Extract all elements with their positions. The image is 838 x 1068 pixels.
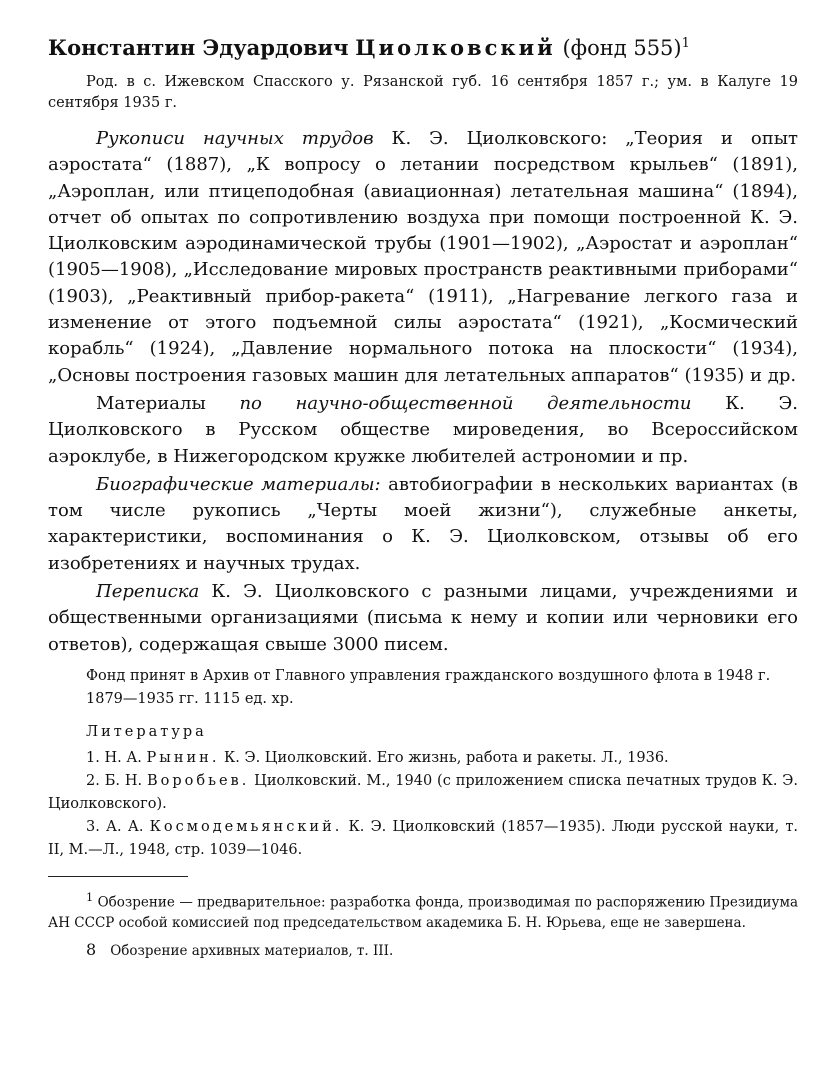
- literature-item: 2. Б. Н. Воробьев. Циолковский. М., 1940 (с приложением списка печатных трудов К. Э. Циолковского).: [48, 772, 798, 812]
- person-first-names: Константин Эдуардович: [48, 35, 349, 60]
- paragraph-text: К. Э. Циолковского в Русском обществе мироведения, во Всероссийском аэроклубе, в Нижегородском кружке любителей астрономии и пр.: [48, 392, 799, 467]
- footnote-text: Обозрение — предварительное: разработка фонда, производимая по распоряжению Президиума АН СССР особой комиссией под председательством академика Б. Н. Юрьева, еще не завершена.: [48, 894, 798, 932]
- page-number: 8: [86, 940, 97, 960]
- paragraph-biographical: [48, 472, 798, 577]
- footnote: [48, 887, 798, 935]
- footnote-separator: [48, 876, 188, 877]
- fond-heading: [48, 34, 798, 62]
- literature-heading: Литература: [86, 723, 207, 740]
- fond-item-count: 1879—1935 гг. 1115 ед. хр.: [86, 690, 294, 707]
- fond-acquisition-note: Фонд принят в Архив от Главного управления гражданского воздушного флота в 1948 г.: [86, 667, 771, 684]
- footnote-mark: 1: [681, 36, 690, 51]
- literature-author: Космодемьянский.: [149, 818, 343, 835]
- person-surname: Циолковский: [355, 35, 556, 60]
- running-footer-title: Обозрение архивных материалов, т. III.: [110, 943, 394, 960]
- paragraph-correspondence: [48, 579, 798, 658]
- paragraph-text: К. Э. Циолковского с разными лицами, учреждениями и общественными организациями (письма к нему и копии или черновики его ответов), содержащая свыше 3000 писем.: [48, 581, 798, 655]
- page-footer: [48, 940, 798, 961]
- section-lead-public-activity: по научно-общественной деятельности: [239, 392, 692, 414]
- paragraph-text: К. Э. Циолковского: „Теория и опыт аэростата“ (1887), „К вопросу о летании посредством крыльев“ (1891), „Аэроплан, или птицеподобная (авиационная) летательная машина“ (1894), отчет об опытах по сопротивлению воздуха при помощи построенной К. Э. Циолковским аэродинамической трубы (1901—1902), „Аэростат и аэроплан“ (1905—1908), „Исследование мировых пространств реактивными приборами“ (1903), „Реактивный прибор-ракета“ (1911), „Нагревание легкого газа и изменение от этого подъемной силы аэростата“ (1921), „Космический корабль“ (1924), „Давление нормального потока на плоскости“ (1934), „Основы построения газовых машин для летательных аппаратов“ (1935) и др.: [48, 128, 798, 386]
- paragraph-prefix: Материалы: [96, 392, 240, 414]
- literature-item: 3. А. А. Космодемьянский. К. Э. Циолковский (1857—1935). Люди русской науки, т. II, М.—Л., 1948, стр. 1039—1046.: [48, 818, 799, 858]
- section-lead-manuscripts: Рукописи научных трудов: [96, 128, 374, 149]
- paragraph-text: автобиографии в нескольких вариантах (в том числе рукопись „Черты моей жизни“), служебные анкеты, характеристики, воспоминания о К. Э. Циолковском, отзывы об его изобретениях и научных трудах.: [48, 473, 799, 574]
- literature-author: Рынин.: [146, 749, 220, 766]
- document-page: [48, 34, 798, 961]
- literature-author: Воробьев.: [146, 772, 250, 789]
- paragraph-manuscripts: [48, 126, 798, 389]
- section-lead-biographical: Биографические материалы:: [96, 473, 381, 495]
- paragraph-public-activity: [48, 391, 798, 470]
- section-lead-correspondence: Переписка: [96, 581, 200, 603]
- biographical-dates: Род. в с. Ижевском Спасского у. Рязанской губ. 16 сентября 1857 г.; ум. в Калуге 19 сентября 1935 г.: [48, 74, 798, 111]
- footnote-number: 1: [86, 890, 94, 904]
- literature-item: 1. Н. А. Рынин. К. Э. Циолковский. Его жизнь, работа и ракеты. Л., 1936.: [86, 749, 669, 766]
- fond-number: (фонд 555): [562, 36, 682, 60]
